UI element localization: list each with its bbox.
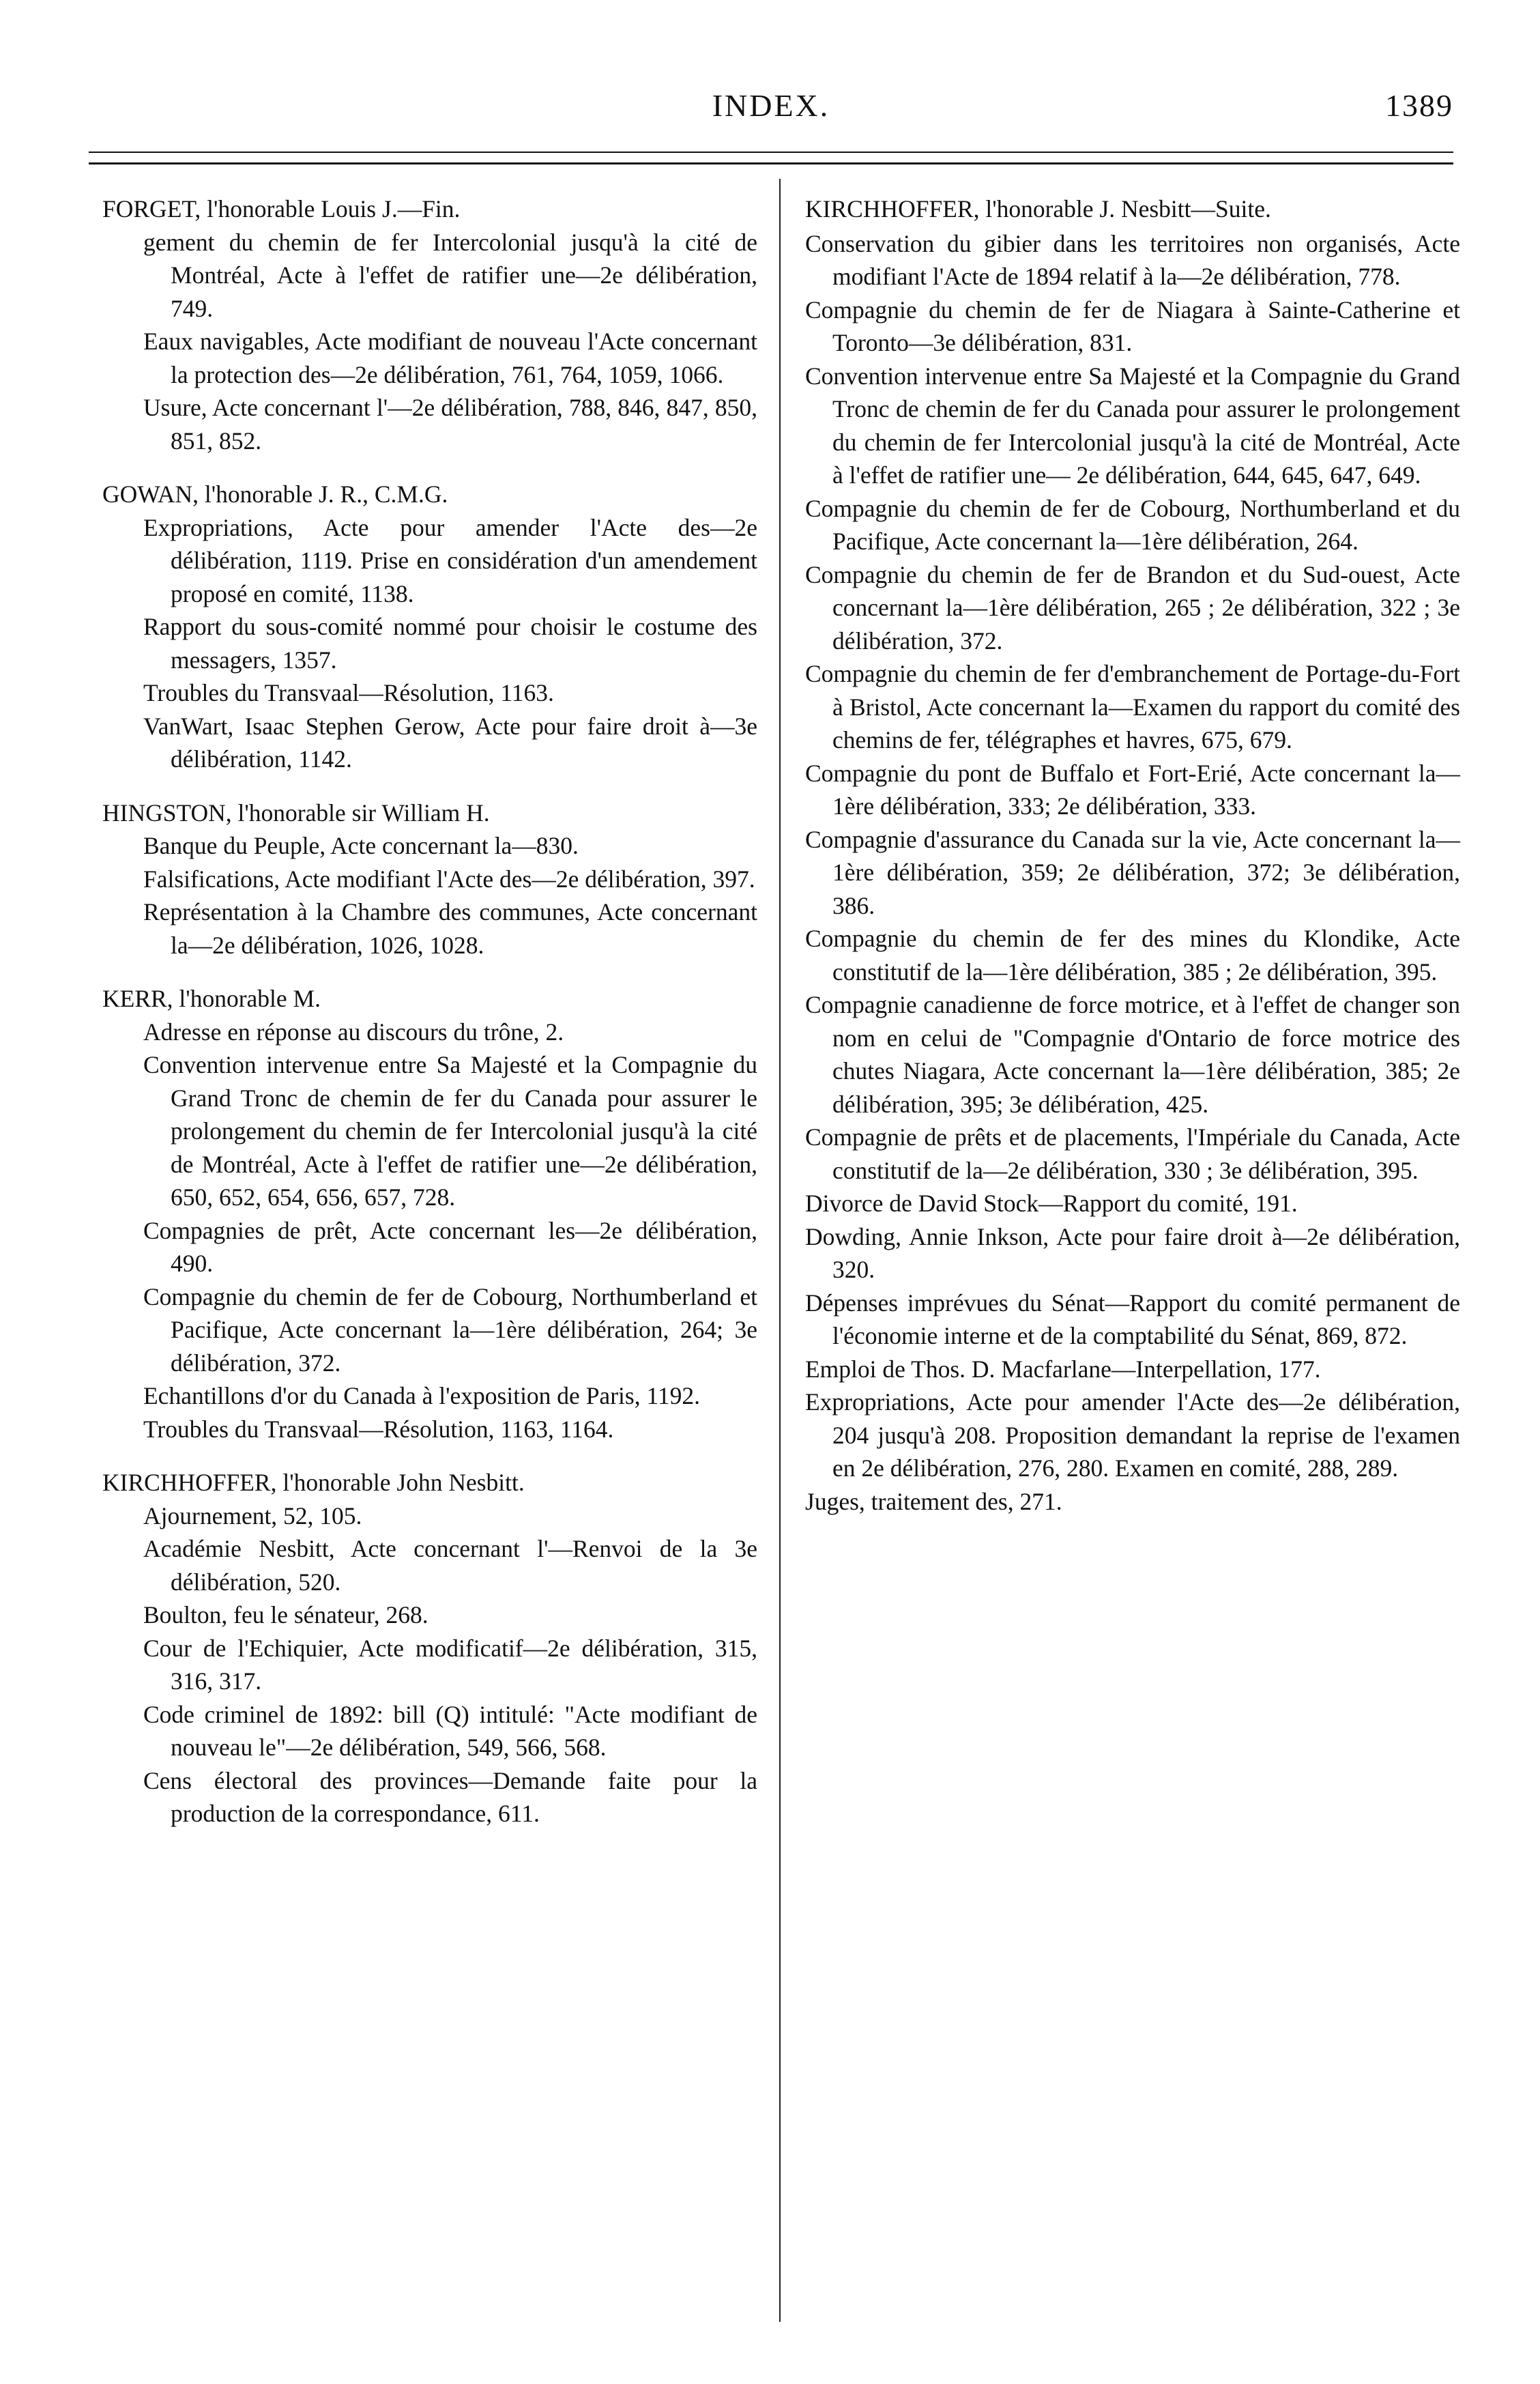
entry-heading: KIRCHHOFFER, l'honorable John Nesbitt. — [102, 1469, 525, 1496]
entry-heading: KERR, l'honorable M. — [102, 985, 321, 1012]
entry-subitem: Juges, traitement des, 271. — [805, 1487, 1062, 1515]
entry-subitem: VanWart, Isaac Stephen Gerow, Acte pour faire droit à—3e délibération, 1142. — [143, 712, 757, 773]
entry-subitem: Divorce de David Stock—Rapport du comité, 191. — [805, 1190, 1298, 1217]
entry-subitem: Compagnie du chemin de fer de Brandon et du Sud-ouest, Acte concernant la—1ère délibération, 265 ; 2e délibération, 322 ; 3e délibération, 372. — [805, 560, 1460, 655]
left-column — [102, 192, 757, 1851]
entry-subitem: Compagnie du chemin de fer des mines du Klondike, Acte constitutif de la—1ère délibération, 385 ; 2e délibération, 395. — [805, 925, 1460, 986]
index-entry — [102, 1466, 757, 1830]
entry-subitem: gement du chemin de fer Intercolonial jusqu'à la cité de Montréal, Acte à l'effet de ratifier une—2e délibération, 749. — [143, 228, 757, 322]
page-header — [89, 87, 1453, 128]
entry-subitem: Compagnies de prêt, Acte concernant les—2e délibération, 490. — [143, 1216, 757, 1277]
entry-subitem: Conservation du gibier dans les territoires non organisés, Acte modifiant l'Acte de 1894 relatif à la—2e délibération, 778. — [805, 229, 1460, 290]
entry-subitem: Convention intervenue entre Sa Majesté et la Compagnie du Grand Tronc de chemin de fer du Canada pour assurer le prolongement du chemin de fer Intercolonial jusqu'à la cité de Montréal, Acte à l'effet de ratifier une—2e délibération, 650, 652, 654, 656, 657, 728. — [143, 1051, 757, 1211]
entry-subitem: Rapport du sous-comité nommé pour choisir le costume des messagers, 1357. — [143, 613, 757, 674]
entry-heading: HINGSTON, l'honorable sir William H. — [102, 799, 490, 827]
entry-subitem: Cens électoral des provinces—Demande faite pour la production de la correspondance, 611. — [143, 1766, 757, 1827]
entry-subitem: Convention intervenue entre Sa Majesté et la Compagnie du Grand Tronc de chemin de fer du Canada pour assurer le prolongement du chemin de fer Intercolonial jusqu'à la cité de Montréal, Acte à l'effet de ratifier une— 2e délibération, 644, 645, 647, 649. — [805, 362, 1460, 489]
entry-subitem: Expropriations, Acte pour amender l'Acte des—2e délibération, 204 jusqu'à 208. Proposition demandant la reprise de l'examen en 2e délibération, 276, 280. Examen en comité, 288, 289. — [805, 1388, 1460, 1482]
header-rule-bottom — [89, 162, 1453, 164]
entry-subitem: Compagnie du chemin de fer de Cobourg, Northumberland et du Pacifique, Acte concernant la—1ère délibération, 264. — [805, 494, 1460, 555]
index-entry — [102, 478, 757, 776]
right-column — [805, 192, 1460, 1538]
entry-heading: KIRCHHOFFER, l'honorable J. Nesbitt—Suite. — [805, 195, 1271, 222]
entry-heading: FORGET, l'honorable Louis J.—Fin. — [102, 195, 461, 222]
entry-subitem: Dépenses imprévues du Sénat—Rapport du comité permanent de l'économie interne et de la comptabilité du Sénat, 869, 872. — [805, 1289, 1460, 1349]
entry-subitem: Compagnie du pont de Buffalo et Fort-Erié, Acte concernant la—1ère délibération, 333; 2e délibération, 333. — [805, 759, 1460, 820]
entry-heading: GOWAN, l'honorable J. R., C.M.G. — [102, 480, 448, 508]
entry-subitem: Compagnie canadienne de force motrice, et à l'effet de changer son nom en celui de "Compagnie d'Ontario de force motrice des chutes Niagara, Acte concernant la—1ère délibération, 385; 2e délibération, 395; 3e délibération, 425. — [805, 991, 1460, 1118]
index-entry — [805, 192, 1460, 1518]
entry-subitem: Emploi de Thos. D. Macfarlane—Interpellation, 177. — [805, 1355, 1321, 1383]
entry-subitem: Usure, Acte concernant l'—2e délibération, 788, 846, 847, 850, 851, 852. — [143, 394, 757, 455]
entry-subitem: Eaux navigables, Acte modifiant de nouveau l'Acte concernant la protection des—2e délibération, 761, 764, 1059, 1066. — [143, 328, 757, 388]
entry-subitem: Troubles du Transvaal—Résolution, 1163, 1164. — [143, 1415, 614, 1443]
index-entry — [102, 192, 757, 457]
entry-subitem: Dowding, Annie Inkson, Acte pour faire droit à—2e délibération, 320. — [805, 1222, 1460, 1283]
entry-subitem: Troubles du Transvaal—Résolution, 1163. — [143, 679, 554, 706]
entry-subitem: Compagnie du chemin de fer de Cobourg, Northumberland et Pacifique, Acte concernant la—1ère délibération, 264; 3e délibération, 372. — [143, 1282, 757, 1377]
entry-subitem: Académie Nesbitt, Acte concernant l'—Renvoi de la 3e délibération, 520. — [143, 1535, 757, 1596]
entry-subitem: Compagnie de prêts et de placements, l'Impériale du Canada, Acte constitutif de la—2e délibération, 330 ; 3e délibération, 395. — [805, 1123, 1460, 1184]
entry-subitem: Compagnie d'assurance du Canada sur la vie, Acte concernant la—1ère délibération, 359; 2e délibération, 372; 3e délibération, 386. — [805, 825, 1460, 919]
entry-subitem: Ajournement, 52, 105. — [143, 1502, 362, 1530]
entry-subitem: Compagnie du chemin de fer d'embranchement de Portage-du-Fort à Bristol, Acte concernant la—Examen du rapport du comité des chemins de fer, télégraphes et havres, 675, 679. — [805, 660, 1460, 753]
entry-subitem: Représentation à la Chambre des communes, Acte concernant la—2e délibération, 1026, 1028. — [143, 898, 757, 959]
page-title: INDEX. — [712, 88, 830, 123]
entry-subitem: Compagnie du chemin de fer de Niagara à Sainte-Catherine et Toronto—3e délibération, 831. — [805, 296, 1460, 356]
entry-subitem: Banque du Peuple, Acte concernant la—830. — [143, 832, 579, 859]
entry-subitem: Adresse en réponse au discours du trône, 2. — [143, 1018, 564, 1046]
column-divider — [779, 179, 781, 2322]
entry-subitem: Falsifications, Acte modifiant l'Acte des—2e délibération, 397. — [143, 865, 755, 893]
page-number: 1389 — [1385, 88, 1453, 123]
entry-subitem: Boulton, feu le sénateur, 268. — [143, 1601, 428, 1628]
header-rule-top — [89, 152, 1453, 153]
entry-subitem: Expropriations, Acte pour amender l'Acte des—2e délibération, 1119. Prise en considération d'un amendement proposé en comité, 1138. — [143, 513, 757, 607]
index-entry — [102, 796, 757, 962]
entry-subitem: Cour de l'Echiquier, Acte modificatif—2e délibération, 315, 316, 317. — [143, 1634, 757, 1695]
entry-subitem: Echantillons d'or du Canada à l'exposition de Paris, 1192. — [143, 1382, 700, 1409]
index-entry — [102, 982, 757, 1446]
entry-subitem: Code criminel de 1892: bill (Q) intitulé: "Acte modifiant de nouveau le"—2e délibération, 549, 566, 568. — [143, 1700, 757, 1761]
